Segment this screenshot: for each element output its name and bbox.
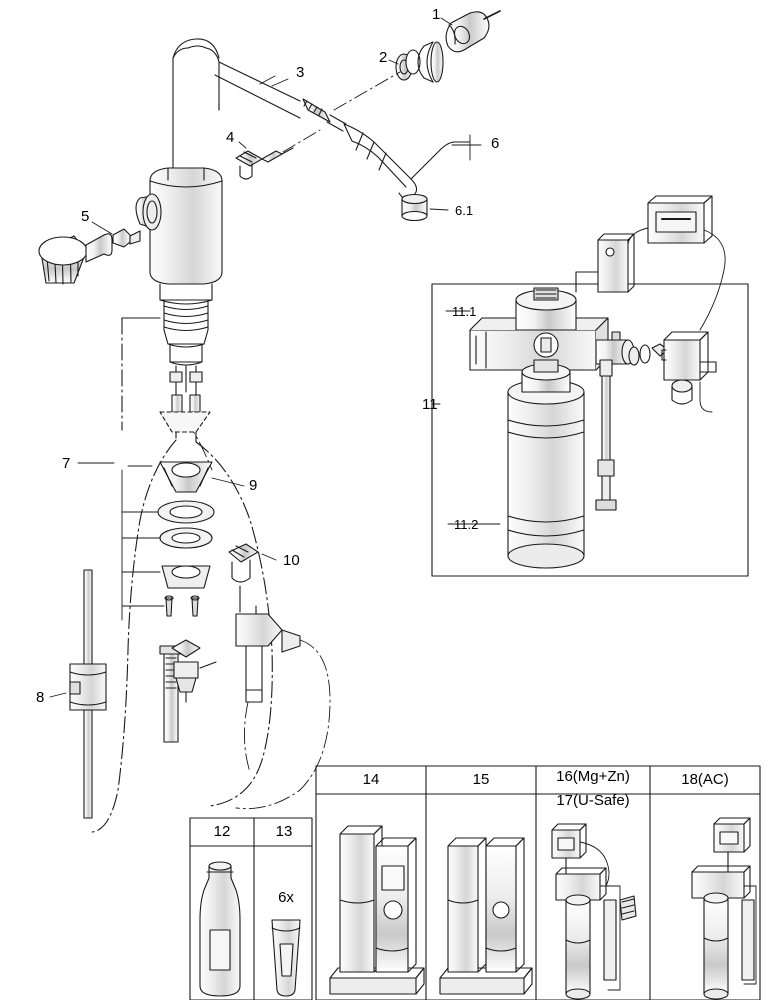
part-5-handle — [39, 229, 140, 284]
callout-13: 13 — [275, 823, 293, 840]
callout-16: 16(Mg+Zn) — [556, 768, 630, 785]
riser-tube — [596, 360, 616, 510]
callout-15: 15 — [472, 771, 490, 788]
item-13-cups — [272, 920, 300, 996]
callout-2: 2 — [379, 49, 388, 66]
part-10-valve — [229, 544, 258, 612]
callout-13-qty: 6x — [278, 889, 294, 906]
item-18-unit — [692, 818, 756, 999]
part-8-weight — [70, 570, 106, 818]
callout-18: 18(AC) — [681, 771, 729, 788]
part-6.1-sleeve — [402, 195, 427, 221]
callout-3: 3 — [296, 64, 305, 81]
callout-5: 5 — [81, 208, 90, 225]
callout-4: 4 — [226, 129, 235, 146]
part-1-cap — [446, 11, 500, 52]
callout-7: 7 — [62, 455, 71, 472]
item-14-unit — [330, 826, 424, 994]
lower-valves — [172, 640, 216, 702]
callout-11.2: 11.2 — [454, 517, 479, 532]
callout-8: 8 — [36, 689, 45, 706]
part-2-rings — [396, 42, 443, 82]
callout-11: 11 — [422, 396, 438, 413]
callout-17: 17(U-Safe) — [556, 792, 630, 809]
callout-14: 14 — [362, 771, 380, 788]
callout-11.1: 11.1 — [452, 304, 477, 319]
callout-9: 9 — [249, 477, 258, 494]
solenoid-valve — [662, 332, 716, 404]
bracket — [576, 234, 634, 292]
filter-cartridge — [508, 360, 584, 568]
faucet-body — [136, 168, 222, 365]
callout-6: 6 — [491, 135, 500, 152]
filter-head — [470, 288, 634, 370]
part-4-connector — [236, 148, 293, 179]
t-valve — [236, 606, 300, 702]
item-12-bottle — [200, 862, 240, 996]
callout-12: 12 — [213, 823, 231, 840]
display-unit — [648, 196, 712, 243]
callout-6.1: 6.1 — [455, 203, 474, 218]
item-16-17-unit — [552, 824, 636, 999]
callout-1: 1 — [432, 6, 441, 23]
part-6-hose — [344, 124, 470, 199]
item-15-unit — [440, 838, 532, 994]
callout-10: 10 — [283, 552, 300, 569]
